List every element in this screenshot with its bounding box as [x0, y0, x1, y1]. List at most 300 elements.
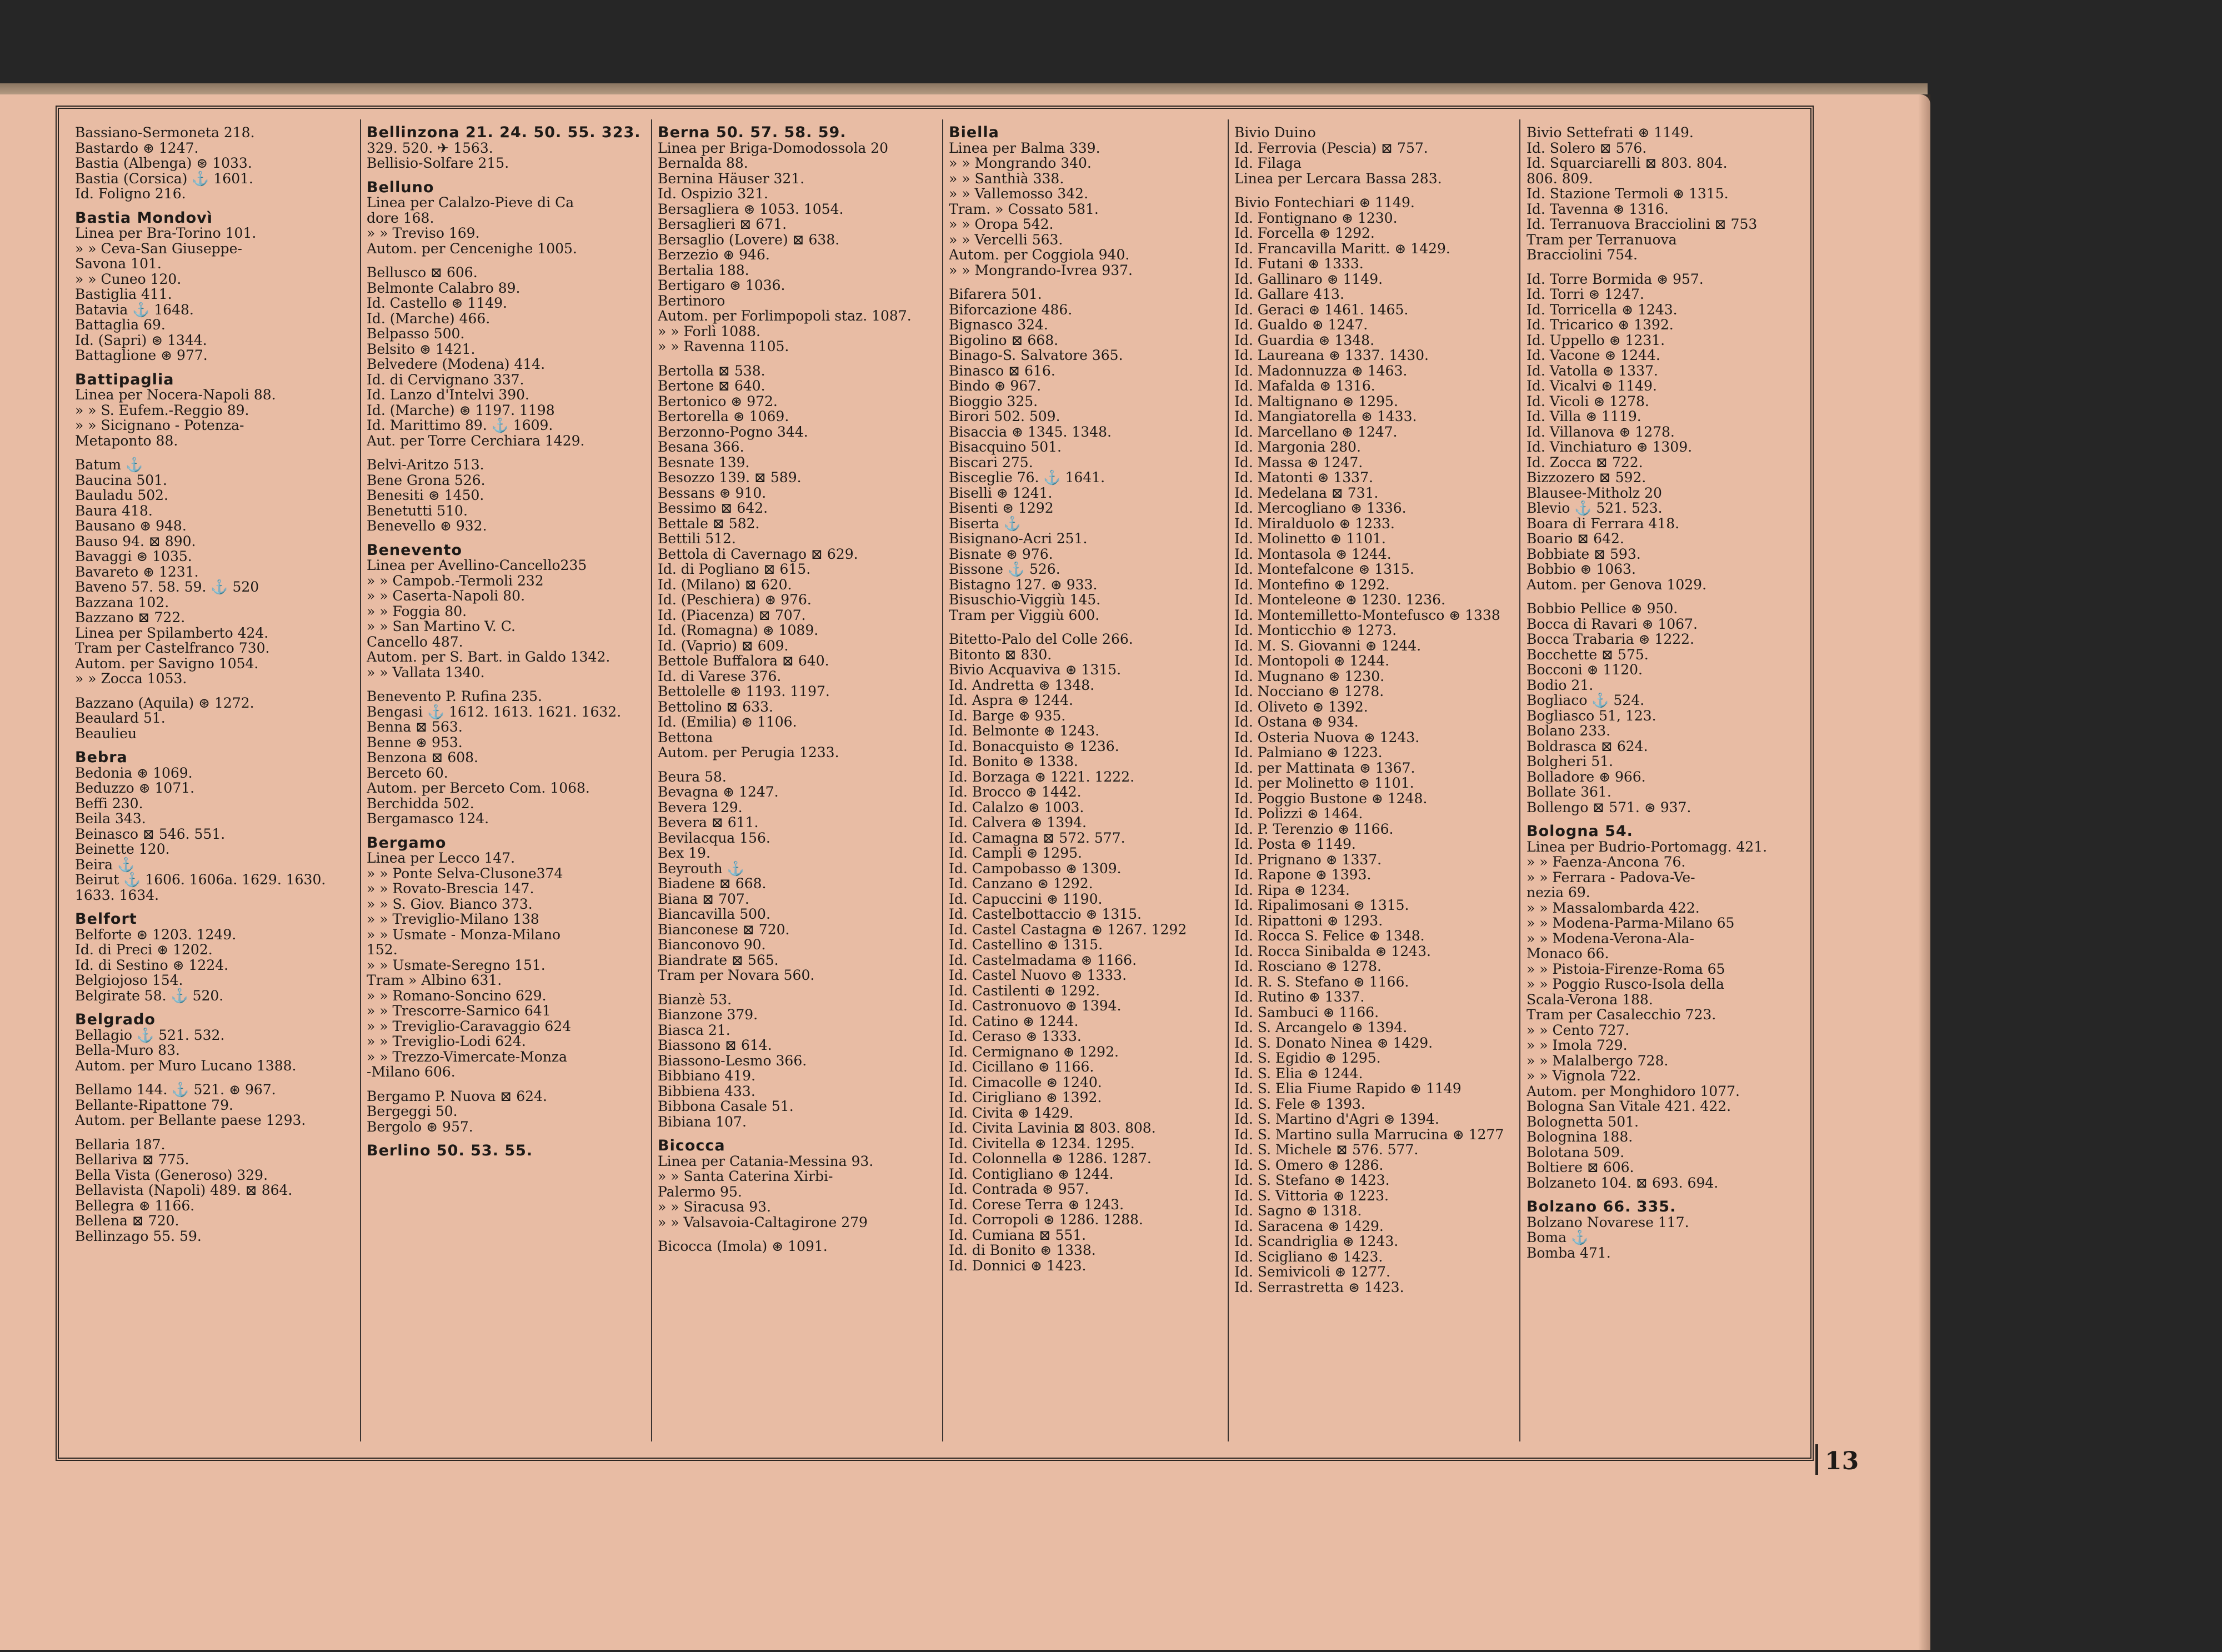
entry-line: Bertolla ⊠ 538. [658, 362, 765, 379]
entry-line: Belvedere (Modena) 414. [367, 356, 546, 372]
entry-line: Id. Ceraso ⊛ 1333. [949, 1028, 1082, 1044]
entry-line: Id. Mangiatorella ⊛ 1433. [1234, 408, 1417, 424]
entry-line: Bastia (Corsica) ⚓ 1601. [75, 170, 253, 187]
entry-line: Id. Ferrovia (Pescia) ⊠ 757. [1234, 139, 1428, 156]
entry-line: Id. Solero ⊠ 576. [1527, 139, 1647, 156]
entry-line: » » Santa Caterina Xirbi- [658, 1168, 833, 1184]
entry-line: Cancello 487. [367, 633, 463, 650]
entry-line: Id. Gualdo ⊛ 1247. [1234, 317, 1368, 333]
entry-line: Id. Torre Bormida ⊛ 957. [1527, 271, 1704, 287]
entry-line: Boltiere ⊠ 606. [1527, 1159, 1634, 1175]
entry-line: Autom. per Monghidoro 1077. [1527, 1083, 1740, 1099]
entry-line: Id. S. Fele ⊛ 1393. [1234, 1095, 1365, 1112]
entry-line: Bastia (Albenga) ⊛ 1033. [75, 155, 252, 171]
entry-line: » » S. Eufem.-Reggio 89. [75, 402, 249, 418]
entry-line: Bolladore ⊛ 966. [1527, 768, 1646, 785]
entry-line: Bellisio-Solfare 215. [367, 155, 509, 171]
entry-line: Linea per Avellino-Cancello235 [367, 557, 587, 573]
entry-line: Bettili 512. [658, 530, 736, 547]
entry-line: Bavareto ⊛ 1231. [75, 563, 199, 580]
entry-heading: Battipaglia [75, 371, 174, 388]
entry-line: Metaponto 88. [75, 432, 178, 449]
entry-line: Id. Castel Castagna ⊛ 1267. 1292 [949, 921, 1187, 938]
entry-line: Id. di Sestino ⊛ 1224. [75, 957, 229, 973]
entry-line: Id. Molinetto ⊛ 1101. [1234, 530, 1386, 547]
entry-line: Berceto 60. [367, 764, 448, 781]
entry-line: Tram per Terranuova [1527, 231, 1677, 248]
entry-line: Besnate 139. [658, 454, 750, 470]
entry-line: Id. Monteleone ⊛ 1230. 1236. [1234, 592, 1446, 608]
entry-line: Bella-Muro 83. [75, 1042, 180, 1058]
entry-line: Benevello ⊛ 932. [367, 518, 487, 534]
entry-line: Bocca Trabaria ⊛ 1222. [1527, 631, 1694, 647]
entry-line: Id. Matonti ⊛ 1337. [1234, 469, 1373, 485]
entry-line: Bersaglio (Lovere) ⊠ 638. [658, 231, 840, 248]
entry-line: Bersaglieri ⊠ 671. [658, 216, 787, 232]
entry-line: Id. S. Elia Fiume Rapido ⊛ 1149 [1234, 1080, 1462, 1097]
entry-line: Bettole Buffalora ⊠ 640. [658, 653, 829, 669]
entry-line: Id. Tavenna ⊛ 1316. [1527, 201, 1669, 217]
entry-line: Bergeggi 50. [367, 1103, 458, 1119]
entry-line: » » Imola 729. [1527, 1037, 1628, 1053]
entry-line: Bertonico ⊛ 972. [658, 393, 778, 409]
entry-line: » » Caserta-Napoli 80. [367, 588, 526, 604]
entry-heading: Berlino 50. 53. 55. [367, 1142, 533, 1159]
entry-line: Bella Vista (Generoso) 329. [75, 1167, 268, 1183]
entry-line: Id. Rosciano ⊛ 1278. [1234, 958, 1382, 974]
entry-line: Id. Ripalimosani ⊛ 1315. [1234, 897, 1409, 913]
entry-line: Bolognina 188. [1527, 1129, 1633, 1145]
entry-line: Bissone ⚓ 526. [949, 561, 1060, 577]
entry-line: » » Ravenna 1105. [658, 338, 789, 354]
entry-line: Benna ⊠ 563. [367, 719, 463, 735]
entry-line: Boario ⊠ 642. [1527, 530, 1624, 547]
entry-line: Bazzana 102. [75, 594, 169, 610]
entry-line: Boldrasca ⊠ 624. [1527, 738, 1648, 754]
entry-line: Bene Grona 526. [367, 472, 486, 488]
column-divider [651, 119, 652, 1441]
entry-line: Id. Cicillano ⊛ 1166. [949, 1059, 1094, 1075]
entry-line: Boara di Ferrara 418. [1527, 515, 1680, 532]
entry-line: Baucina 501. [75, 472, 167, 488]
entry-heading: Bicocca [658, 1137, 725, 1154]
entry-line: Id. S. Omero ⊛ 1286. [1234, 1157, 1384, 1173]
entry-line: 806. 809. [1527, 170, 1593, 187]
entry-line: Bettolino ⊠ 633. [658, 698, 773, 715]
entry-line: Id. (Piacenza) ⊠ 707. [658, 607, 806, 623]
entry-line: Bitonto ⊠ 830. [949, 646, 1052, 663]
entry-line: » » Vallata 1340. [367, 664, 485, 680]
entry-line: Id. Lanzo d'Intelvi 390. [367, 387, 529, 403]
entry-line: Bianconovo 90. [658, 937, 766, 953]
entry-line: Bettolelle ⊛ 1193. 1197. [658, 683, 830, 699]
entry-line: Id. Aspra ⊛ 1244. [949, 692, 1073, 708]
entry-line: Id. Castelmadama ⊛ 1166. [949, 952, 1137, 968]
entry-line: Beila 343. [75, 810, 146, 827]
entry-line: Linea per Calalzo-Pieve di Ca [367, 194, 574, 211]
entry-line: Biassono-Lesmo 366. [658, 1052, 807, 1069]
entry-line: Id. Terranuova Bracciolini ⊠ 753 [1527, 216, 1758, 232]
entry-line: Bellaria 187. [75, 1136, 166, 1153]
entry-line: Id. Contigliano ⊛ 1244. [949, 1165, 1114, 1182]
entry-line: Id. Scigliano ⊛ 1423. [1234, 1248, 1383, 1265]
entry-line: Id. Civita Lavinia ⊠ 803. 808. [949, 1120, 1156, 1136]
entry-line: Autom. per Genova 1029. [1527, 576, 1707, 593]
column-5 [1234, 125, 1515, 1295]
entry-line: Id. Filaga [1234, 155, 1302, 171]
entry-line: » » Vignola 722. [1527, 1068, 1641, 1084]
entry-line: Id. Mafalda ⊛ 1316. [1234, 378, 1375, 394]
entry-line: Id. Ripattoni ⊛ 1293. [1234, 912, 1383, 929]
entry-line: Id. Palmiano ⊛ 1223. [1234, 744, 1383, 760]
entry-heading: Bebra [75, 749, 128, 766]
entry-line: Bitetto-Palo del Colle 266. [949, 631, 1133, 647]
entry-line: Biadene ⊠ 668. [658, 875, 767, 892]
entry-heading: Belluno [367, 178, 434, 196]
entry-line: Id. di Preci ⊛ 1202. [75, 942, 213, 958]
entry-line: Bibbiena 433. [658, 1083, 755, 1099]
entry-line: Id. Vicalvi ⊛ 1149. [1527, 378, 1657, 394]
entry-line: Benevento P. Rufina 235. [367, 688, 542, 704]
entry-line: Id. (Emilia) ⊛ 1106. [658, 714, 797, 730]
entry-line: Id. S. Arcangelo ⊛ 1394. [1234, 1019, 1408, 1035]
entry-line: Bettona [658, 729, 713, 745]
entry-line: » » Romano-Soncino 629. [367, 987, 547, 1004]
entry-line: Linea per Budrio-Portomagg. 421. [1527, 838, 1768, 855]
entry-line: Id. Civitella ⊛ 1234. 1295. [949, 1135, 1135, 1152]
entry-line: Bollate 361. [1527, 784, 1612, 800]
entry-line: Biselli ⊛ 1241. [949, 484, 1053, 501]
entry-line: Bignasco 324. [949, 317, 1048, 333]
entry-line: Id. Borzaga ⊛ 1221. 1222. [949, 768, 1135, 785]
entry-line: Id. Ripa ⊛ 1234. [1234, 882, 1350, 898]
entry-line: Beffi 230. [75, 795, 143, 812]
entry-line: Linea per Briga-Domodossola 20 [658, 139, 888, 156]
entry-line: Bevera ⊠ 611. [658, 814, 759, 830]
entry-line: Monaco 66. [1527, 945, 1609, 962]
entry-line: Id. Cimacolle ⊛ 1240. [949, 1074, 1102, 1090]
entry-line: Bergamasco 124. [367, 810, 489, 827]
entry-line: Bocchette ⊠ 575. [1527, 646, 1649, 663]
entry-line: Bessans ⊛ 910. [658, 484, 767, 501]
entry-line: Berzezio ⊛ 946. [658, 247, 770, 263]
entry-line: Id. Posta ⊛ 1149. [1234, 836, 1356, 852]
entry-line: Id. Calvera ⊛ 1394. [949, 814, 1087, 830]
entry-line: Bicocca (Imola) ⊛ 1091. [658, 1238, 828, 1254]
entry-line: Belmonte Calabro 89. [367, 279, 521, 296]
column-1 [75, 125, 356, 1244]
entry-line: Id. Gallare 413. [1234, 286, 1344, 302]
entry-line: Bastiglia 411. [75, 286, 172, 302]
page-number: 13 [1825, 1447, 1859, 1475]
entry-line: Autom. per Berceto Com. 1068. [367, 780, 590, 796]
entry-line: » » Cuneo 120. [75, 271, 182, 287]
entry-line: Id. Ostana ⊛ 934. [1234, 714, 1359, 730]
entry-line: Id. Stazione Termoli ⊛ 1315. [1527, 186, 1729, 202]
entry-line: Id. Laureana ⊛ 1337. 1430. [1234, 347, 1429, 363]
entry-line: Bertorella ⊛ 1069. [658, 408, 789, 424]
entry-heading: Belfort [75, 910, 137, 928]
entry-line: Palermo 95. [658, 1183, 742, 1200]
entry-line: Id. Donnici ⊛ 1423. [949, 1257, 1087, 1273]
entry-line: Biancavilla 500. [658, 906, 770, 922]
entry-line: Id. Poggio Bustone ⊛ 1248. [1234, 790, 1428, 807]
entry-line: » » Rovato-Brescia 147. [367, 880, 534, 897]
entry-line: Bolzaneto 104. ⊠ 693. 694. [1527, 1174, 1719, 1191]
entry-line: Bobbio ⊛ 1063. [1527, 561, 1636, 577]
entry-line: Id. Montefalcone ⊛ 1315. [1234, 561, 1414, 577]
entry-line: Autom. per Perugia 1233. [658, 744, 839, 760]
entry-line: Bernina Häuser 321. [658, 170, 805, 187]
entry-line: Id. Maltignano ⊛ 1295. [1234, 393, 1398, 409]
entry-line: Id. (Vaprio) ⊠ 609. [658, 637, 789, 654]
entry-line: Bellegra ⊛ 1166. [75, 1197, 195, 1214]
entry-line: Id. Tricarico ⊛ 1392. [1527, 317, 1674, 333]
entry-line: Linea per Lercara Bassa 283. [1234, 170, 1442, 187]
entry-heading: Bellinzona 21. 24. 50. 55. 323. [367, 125, 641, 141]
entry-line: Id. Polizzi ⊛ 1464. [1234, 805, 1363, 822]
entry-line: Id. Squarciarelli ⊠ 803. 804. [1527, 155, 1728, 171]
entry-line: Tram per Viggiù 600. [949, 607, 1100, 623]
entry-line: Tram » Albino 631. [367, 972, 502, 988]
entry-line: Belvi-Aritzo 513. [367, 457, 484, 473]
entry-line: Id. (Marche) ⊛ 1197. 1198 [367, 402, 555, 418]
entry-line: » » Treviglio-Milano 138 [367, 911, 539, 927]
column-6 [1527, 125, 1807, 1260]
entry-line: Battaglione ⊛ 977. [75, 347, 208, 363]
entry-line: Bergamo P. Nuova ⊠ 624. [367, 1088, 547, 1104]
entry-line: Bisnate ⊛ 976. [949, 545, 1053, 562]
entry-line: Bavaggi ⊛ 1035. [75, 548, 192, 564]
entry-line: » » Oropa 542. [949, 216, 1054, 232]
entry-line: Id. Saracena ⊛ 1429. [1234, 1218, 1384, 1234]
entry-line: Binasco ⊠ 616. [949, 362, 1055, 379]
entry-line: Id. Forcella ⊛ 1292. [1234, 225, 1375, 241]
entry-line: Id. Futani ⊛ 1333. [1234, 256, 1364, 272]
entry-line: Id. (Milano) ⊠ 620. [658, 576, 792, 593]
entry-line: Bolano 233. [1527, 723, 1611, 739]
entry-line: Benne ⊛ 953. [367, 734, 463, 750]
entry-line: Besozzo 139. ⊠ 589. [658, 469, 802, 485]
entry-line: Id. Rocca Sinibalda ⊛ 1243. [1234, 943, 1431, 959]
entry-line: Bobbio Pellice ⊛ 950. [1527, 600, 1678, 617]
entry-line: Benetutti 510. [367, 502, 468, 519]
entry-line: Id. Catino ⊛ 1244. [949, 1013, 1079, 1029]
entry-line: Bertinoro [658, 292, 725, 309]
entry-line: » » Treviglio-Caravaggio 624 [367, 1018, 572, 1034]
entry-line: » » Poggio Rusco-Isola della [1527, 976, 1724, 992]
entry-line: Bellusco ⊠ 606. [367, 264, 478, 281]
entry-line: » » Siracusa 93. [658, 1199, 772, 1215]
entry-heading: Biella [949, 125, 999, 141]
entry-line: Id. (Peschiera) ⊛ 976. [658, 592, 812, 608]
entry-line: Beaulard 51. [75, 710, 166, 726]
entry-line: » » Valsavoia-Caltagirone 279 [658, 1214, 868, 1230]
entry-line: Id. Miralduolo ⊛ 1233. [1234, 515, 1395, 532]
entry-line: Bogliaco ⚓ 524. [1527, 692, 1645, 708]
entry-line: Id. Fontignano ⊛ 1230. [1234, 209, 1398, 226]
entry-line: Id. Vicoli ⊛ 1278. [1527, 393, 1649, 409]
entry-line: Bibbiano 419. [658, 1068, 756, 1084]
entry-line: Belpasso 500. [367, 326, 465, 342]
column-4 [949, 125, 1229, 1273]
entry-line: Id. Villanova ⊛ 1278. [1527, 423, 1675, 440]
entry-line: Id. Vinchiaturo ⊛ 1309. [1527, 439, 1693, 455]
entry-line: Id. Scandriglia ⊛ 1243. [1234, 1233, 1399, 1249]
entry-line: Bolognetta 501. [1527, 1113, 1639, 1130]
entry-line: Linea per Balma 339. [949, 139, 1100, 156]
entry-line: Id. Contrada ⊛ 957. [949, 1181, 1089, 1197]
entry-line: Id. Prignano ⊛ 1337. [1234, 851, 1382, 868]
entry-line: Belgirate 58. ⚓ 520. [75, 987, 224, 1004]
entry-line: Id. di Varese 376. [658, 668, 782, 684]
entry-line: Id. Oliveto ⊛ 1392. [1234, 698, 1368, 715]
entry-line: Blausee-Mitholz 20 [1527, 484, 1662, 501]
entry-line: Biandrate ⊠ 565. [658, 952, 779, 968]
entry-line: Id. Vatolla ⊛ 1337. [1527, 362, 1658, 379]
entry-line: » » Modena-Parma-Milano 65 [1527, 915, 1735, 931]
entry-line: » » Vercelli 563. [949, 231, 1063, 248]
entry-line: Biforcazione 486. [949, 301, 1073, 318]
entry-line: Id. per Molinetto ⊛ 1101. [1234, 775, 1414, 791]
entry-line: Id. Montefino ⊛ 1292. [1234, 576, 1390, 593]
entry-line: Bianconese ⊠ 720. [658, 921, 790, 938]
entry-line: Id. Castronuovo ⊛ 1394. [949, 998, 1122, 1014]
entry-line: Linea per Spilamberto 424. [75, 624, 269, 641]
entry-line: Besana 366. [658, 439, 744, 455]
entry-line: Savona 101. [75, 256, 162, 272]
entry-line: Biana ⊠ 707. [658, 890, 749, 907]
entry-line: Bertone ⊠ 640. [658, 378, 765, 394]
entry-line: Id. Belmonte ⊛ 1243. [949, 723, 1100, 739]
entry-line: Bolotana 509. [1527, 1144, 1625, 1160]
column-3 [658, 125, 938, 1254]
entry-line: Berchidda 502. [367, 795, 474, 812]
entry-line: Id. S. Michele ⊠ 576. 577. [1234, 1142, 1419, 1158]
entry-line: Bellariva ⊠ 775. [75, 1152, 189, 1168]
entry-line: Id. Marcellano ⊛ 1247. [1234, 423, 1398, 440]
entry-line: Id. Margonia 280. [1234, 439, 1361, 455]
entry-line: Id. Cermignano ⊛ 1292. [949, 1043, 1119, 1060]
entry-line: nezia 69. [1527, 884, 1590, 900]
entry-line: » » Faenza-Ancona 76. [1527, 854, 1686, 870]
entry-line: Id. (Marche) 466. [367, 310, 491, 327]
entry-line: Id. Mugnano ⊛ 1230. [1234, 668, 1385, 684]
entry-line: Id. Montasola ⊛ 1244. [1234, 545, 1392, 562]
entry-line: Id. S. Egidio ⊛ 1295. [1234, 1050, 1381, 1066]
entry-line: Id. Capuccini ⊛ 1190. [949, 890, 1103, 907]
entry-line: Id. S. Stefano ⊛ 1423. [1234, 1172, 1390, 1188]
entry-line: Tram per Castelfranco 730. [75, 640, 270, 656]
entry-line: » » Sicignano - Potenza- [75, 417, 244, 433]
entry-line: Id. Barge ⊛ 935. [949, 707, 1066, 724]
entry-line: Bodio 21. [1527, 677, 1594, 693]
entry-line: » » Malalbergo 728. [1527, 1052, 1669, 1069]
entry-line: » » Treviglio-Lodi 624. [367, 1033, 526, 1049]
entry-line: Id. Torricella ⊛ 1243. [1527, 301, 1678, 318]
entry-line: Id. Semivicoli ⊛ 1277. [1234, 1264, 1390, 1280]
entry-line: Bisuschio-Viggiù 145. [949, 592, 1101, 608]
entry-line: Bellagio ⚓ 521. 532. [75, 1027, 225, 1043]
entry-line: Id. Madonnuzza ⊛ 1463. [1234, 362, 1408, 379]
entry-line: » » Massalombarda 422. [1527, 899, 1700, 916]
entry-line: Id. Mercogliano ⊛ 1336. [1234, 500, 1407, 516]
entry-line: Belforte ⊛ 1203. 1249. [75, 926, 237, 943]
entry-line: Id. Castilenti ⊛ 1292. [949, 982, 1100, 999]
entry-line: Belsito ⊛ 1421. [367, 341, 476, 357]
entry-line: Battaglia 69. [75, 317, 166, 333]
entry-line: Bauladu 502. [75, 487, 168, 503]
entry-line: Beaulieu [75, 725, 137, 742]
entry-line: Id. Brocco ⊛ 1442. [949, 784, 1082, 800]
entry-line: » » Mongrando 340. [949, 155, 1092, 171]
entry-line: Id. Serrastretta ⊛ 1423. [1234, 1279, 1404, 1295]
entry-line: Id. Medelana ⊠ 731. [1234, 484, 1379, 501]
entry-line: Id. Castellino ⊛ 1315. [949, 937, 1103, 953]
entry-heading: Bergamo [367, 834, 447, 852]
entry-line: Bastardo ⊛ 1247. [75, 139, 199, 156]
entry-line: Blevio ⚓ 521. 523. [1527, 500, 1663, 516]
entry-line: Bassiano-Sermoneta 218. [75, 125, 255, 141]
entry-line: Bolgheri 51. [1527, 753, 1613, 769]
entry-line: Bollengo ⊠ 571. ⊛ 937. [1527, 799, 1691, 815]
entry-line: Bibbona Casale 51. [658, 1098, 794, 1114]
entry-line: Bologna San Vitale 421. 422. [1527, 1098, 1731, 1114]
entry-line: Id. (Sapri) ⊛ 1344. [75, 332, 207, 348]
entry-line: » » Vallemosso 342. [949, 186, 1089, 202]
entry-line: Bolzano Novarese 117. [1527, 1214, 1689, 1230]
entry-line: Id. Camagna ⊠ 572. 577. [949, 829, 1125, 846]
entry-line: Id. Gallinaro ⊛ 1149. [1234, 271, 1383, 287]
entry-line: Bianzè 53. [658, 991, 732, 1008]
entry-line: Id. di Pogliano ⊠ 615. [658, 561, 811, 577]
entry-line: Id. Francavilla Maritt. ⊛ 1429. [1234, 240, 1450, 257]
entry-line: Binago-S. Salvatore 365. [949, 347, 1123, 363]
entry-line: Bellena ⊠ 720. [75, 1213, 179, 1229]
entry-line: Autom. per Muro Lucano 1388. [75, 1057, 297, 1074]
entry-line: Aut. per Torre Cerchiara 1429. [367, 432, 585, 449]
entry-line: Tram. » Cossato 581. [949, 201, 1099, 217]
entry-line: Id. Civita ⊛ 1429. [949, 1104, 1074, 1121]
column-divider [942, 119, 943, 1441]
entry-line: Bivio Settefrati ⊛ 1149. [1527, 125, 1694, 141]
entry-line: Bracciolini 754. [1527, 247, 1638, 263]
entry-line: Biassono ⊠ 614. [658, 1037, 772, 1053]
entry-line: Bomba 471. [1527, 1244, 1611, 1260]
entry-line: Bocconi ⊛ 1120. [1527, 662, 1643, 678]
entry-line: Bisceglie 76. ⚓ 1641. [949, 469, 1105, 485]
entry-line: Id. Nocciano ⊛ 1278. [1234, 683, 1384, 699]
entry-line: Autom. per Cencenighe 1005. [367, 240, 577, 257]
entry-line: » » Ponte Selva-Clusone374 [367, 865, 563, 882]
entry-line: Beinette 120. [75, 841, 170, 857]
book-edge [0, 83, 1928, 94]
entry-line: Autom. per Coggiola 940. [949, 247, 1130, 263]
entry-line: Id. M. S. Giovanni ⊛ 1244. [1234, 637, 1422, 654]
entry-line: Autom. per Bellante paese 1293. [75, 1112, 306, 1128]
entry-line: Id. Corese Terra ⊛ 1243. [949, 1196, 1124, 1213]
entry-line: Bianzone 379. [658, 1007, 758, 1023]
entry-line: dore 168. [367, 209, 434, 226]
entry-line: Bausano ⊛ 948. [75, 518, 187, 534]
entry-line: Bisenti ⊛ 1292 [949, 500, 1054, 516]
entry-line: Tram per Novara 560. [658, 967, 815, 983]
entry-line: Bertalia 188. [658, 262, 749, 278]
entry-line: » » Usmate-Seregno 151. [367, 957, 546, 973]
entry-line: Id. Bonito ⊛ 1338. [949, 753, 1078, 769]
entry-line: » » Ferrara - Padova-Ve- [1527, 869, 1695, 885]
entry-line: Id. Vacone ⊛ 1244. [1527, 347, 1660, 363]
